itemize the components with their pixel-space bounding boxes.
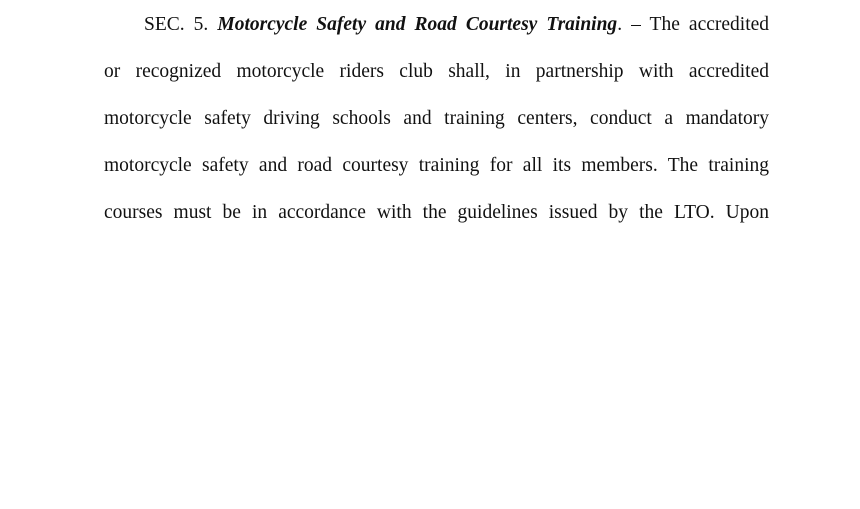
body-line: courses must be in accordance with the guidelines issued by the LTO. Upon (104, 202, 769, 223)
section-title-period: . (617, 14, 623, 35)
section-5 (104, 8, 769, 243)
section-number: SEC. 5. (144, 14, 209, 35)
body-line: motorcycle safety and road courtesy training for all its members. The training (104, 155, 769, 176)
body-line: or recognized motorcycle riders club shall, in partnership with accredited (104, 61, 769, 82)
body-line: motorcycle safety driving schools and training centers, conduct a mandatory (104, 108, 769, 129)
section-title: Motorcycle Safety and Road Courtesy Training (217, 14, 618, 35)
section-heading-line (104, 8, 769, 55)
section-lead-in: – The accredited (631, 14, 770, 35)
